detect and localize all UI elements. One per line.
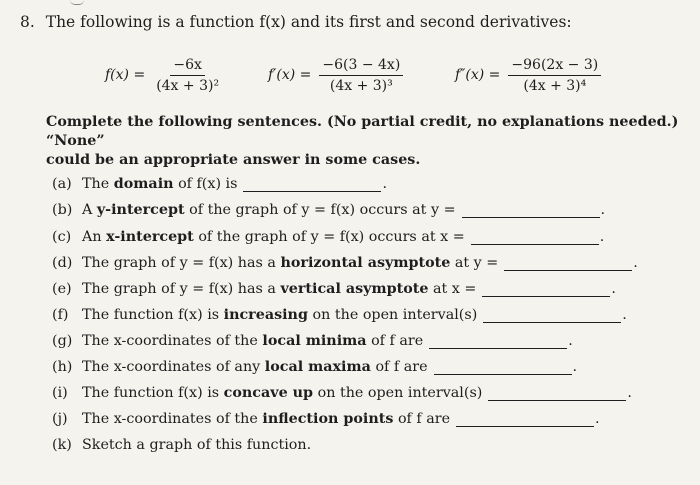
answer-blank[interactable]	[462, 203, 600, 218]
item-keyword: inflection points	[262, 411, 394, 427]
item-keyword: increasing	[223, 307, 308, 323]
answer-blank[interactable]	[243, 177, 381, 192]
item-post: of f(x) is	[178, 176, 238, 192]
answer-blank[interactable]	[471, 230, 599, 245]
item-keyword: concave up	[223, 385, 314, 401]
item-post: of the graph of y = f(x) occurs at x =	[198, 229, 465, 245]
fraction	[508, 57, 601, 94]
fraction-numerator: −6x	[170, 57, 205, 76]
item-pre: The function f(x) is	[82, 385, 220, 401]
item-label: (b)	[52, 202, 73, 218]
item-end: .	[600, 202, 606, 218]
fraction-denominator: (4x + 3)⁴	[523, 77, 587, 94]
list-item	[52, 277, 616, 297]
answer-blank[interactable]	[482, 282, 610, 297]
item-pre: The	[82, 176, 110, 192]
item-pre: Sketch a graph of this function.	[82, 437, 312, 453]
fraction-numerator: −6(3 − 4x)	[319, 57, 403, 76]
item-label: (d)	[52, 255, 73, 271]
equations-row	[0, 52, 700, 102]
question-text: The following is a function f(x) and its first and second derivatives:	[45, 13, 572, 31]
list-item	[52, 303, 627, 323]
item-end: .	[599, 229, 605, 245]
item-keyword: x-intercept	[106, 229, 194, 245]
fraction	[319, 57, 403, 94]
item-pre: The x-coordinates of any	[82, 359, 261, 375]
equation-lhs: f″(x) =	[455, 67, 501, 83]
list-item	[52, 172, 387, 192]
item-end: .	[382, 176, 388, 192]
item-label: (h)	[52, 359, 73, 375]
list-item	[52, 198, 605, 218]
item-keyword: vertical asymptote	[280, 281, 429, 297]
item-keyword: local minima	[262, 333, 367, 349]
item-post: at x =	[432, 281, 477, 297]
list-item	[52, 407, 600, 427]
item-end: .	[568, 333, 573, 349]
item-end: .	[611, 281, 616, 297]
item-label: (c)	[52, 229, 72, 245]
item-label: (a)	[52, 176, 72, 192]
item-label: (k)	[52, 437, 72, 453]
list-item	[52, 381, 632, 401]
item-post: on the open interval(s)	[312, 307, 478, 323]
item-label: (g)	[52, 333, 73, 349]
list-item	[52, 225, 604, 245]
item-post: at y =	[454, 255, 499, 271]
equation-lhs: f(x) =	[105, 67, 146, 83]
answer-blank[interactable]	[429, 334, 567, 349]
answer-blank[interactable]	[504, 256, 632, 271]
item-pre: An	[82, 229, 102, 245]
answer-blank[interactable]	[483, 308, 621, 323]
fraction	[153, 57, 222, 94]
item-pre: The x-coordinates of the	[82, 333, 258, 349]
item-keyword: local maxima	[264, 359, 371, 375]
item-end: .	[595, 411, 600, 427]
answer-blank[interactable]	[456, 412, 594, 427]
item-end: .	[633, 255, 638, 271]
question-heading	[20, 13, 572, 31]
list-item	[52, 355, 577, 375]
question-number: 8.	[20, 13, 35, 31]
item-post: of f are	[371, 333, 424, 349]
instructions-line-2: could be an appropriate answer in some cases.	[46, 152, 421, 168]
item-pre: The graph of y = f(x) has a	[82, 255, 276, 271]
equation-lhs: f′(x) =	[268, 67, 312, 83]
instructions	[46, 113, 686, 170]
item-label: (i)	[52, 385, 68, 401]
instructions-line-1: Complete the following sentences. (No partial credit, no explanations needed.) “None”	[46, 114, 679, 149]
item-end: .	[622, 307, 627, 323]
item-pre: A	[82, 202, 93, 218]
item-pre: The function f(x) is	[82, 307, 220, 323]
item-keyword: horizontal asymptote	[280, 255, 451, 271]
item-post: on the open interval(s)	[317, 385, 483, 401]
item-keyword: domain	[113, 176, 174, 192]
equation-f-double-prime	[455, 52, 601, 98]
list-item	[52, 433, 311, 453]
fraction-denominator: (4x + 3)³	[329, 77, 393, 94]
answer-blank[interactable]	[434, 360, 572, 375]
item-post: of the graph of y = f(x) occurs at y =	[189, 202, 456, 218]
item-keyword: y-intercept	[96, 202, 185, 218]
item-post: of f are	[397, 411, 451, 427]
item-pre: The x-coordinates of the	[82, 411, 258, 427]
item-end: .	[627, 385, 632, 401]
list-item	[52, 329, 573, 349]
fraction-denominator: (4x + 3)²	[156, 77, 220, 94]
item-label: (j)	[52, 411, 68, 427]
item-pre: The graph of y = f(x) has a	[82, 281, 276, 297]
item-end: .	[572, 359, 578, 375]
fraction-numerator: −96(2x − 3)	[508, 57, 601, 76]
page-edge-mark	[70, 0, 84, 5]
list-item	[52, 251, 638, 271]
equation-f	[105, 52, 222, 98]
item-post: of f are	[375, 359, 428, 375]
item-label: (f)	[52, 307, 69, 323]
item-label: (e)	[52, 281, 72, 297]
equation-f-prime	[268, 52, 403, 98]
answer-blank[interactable]	[488, 386, 626, 401]
